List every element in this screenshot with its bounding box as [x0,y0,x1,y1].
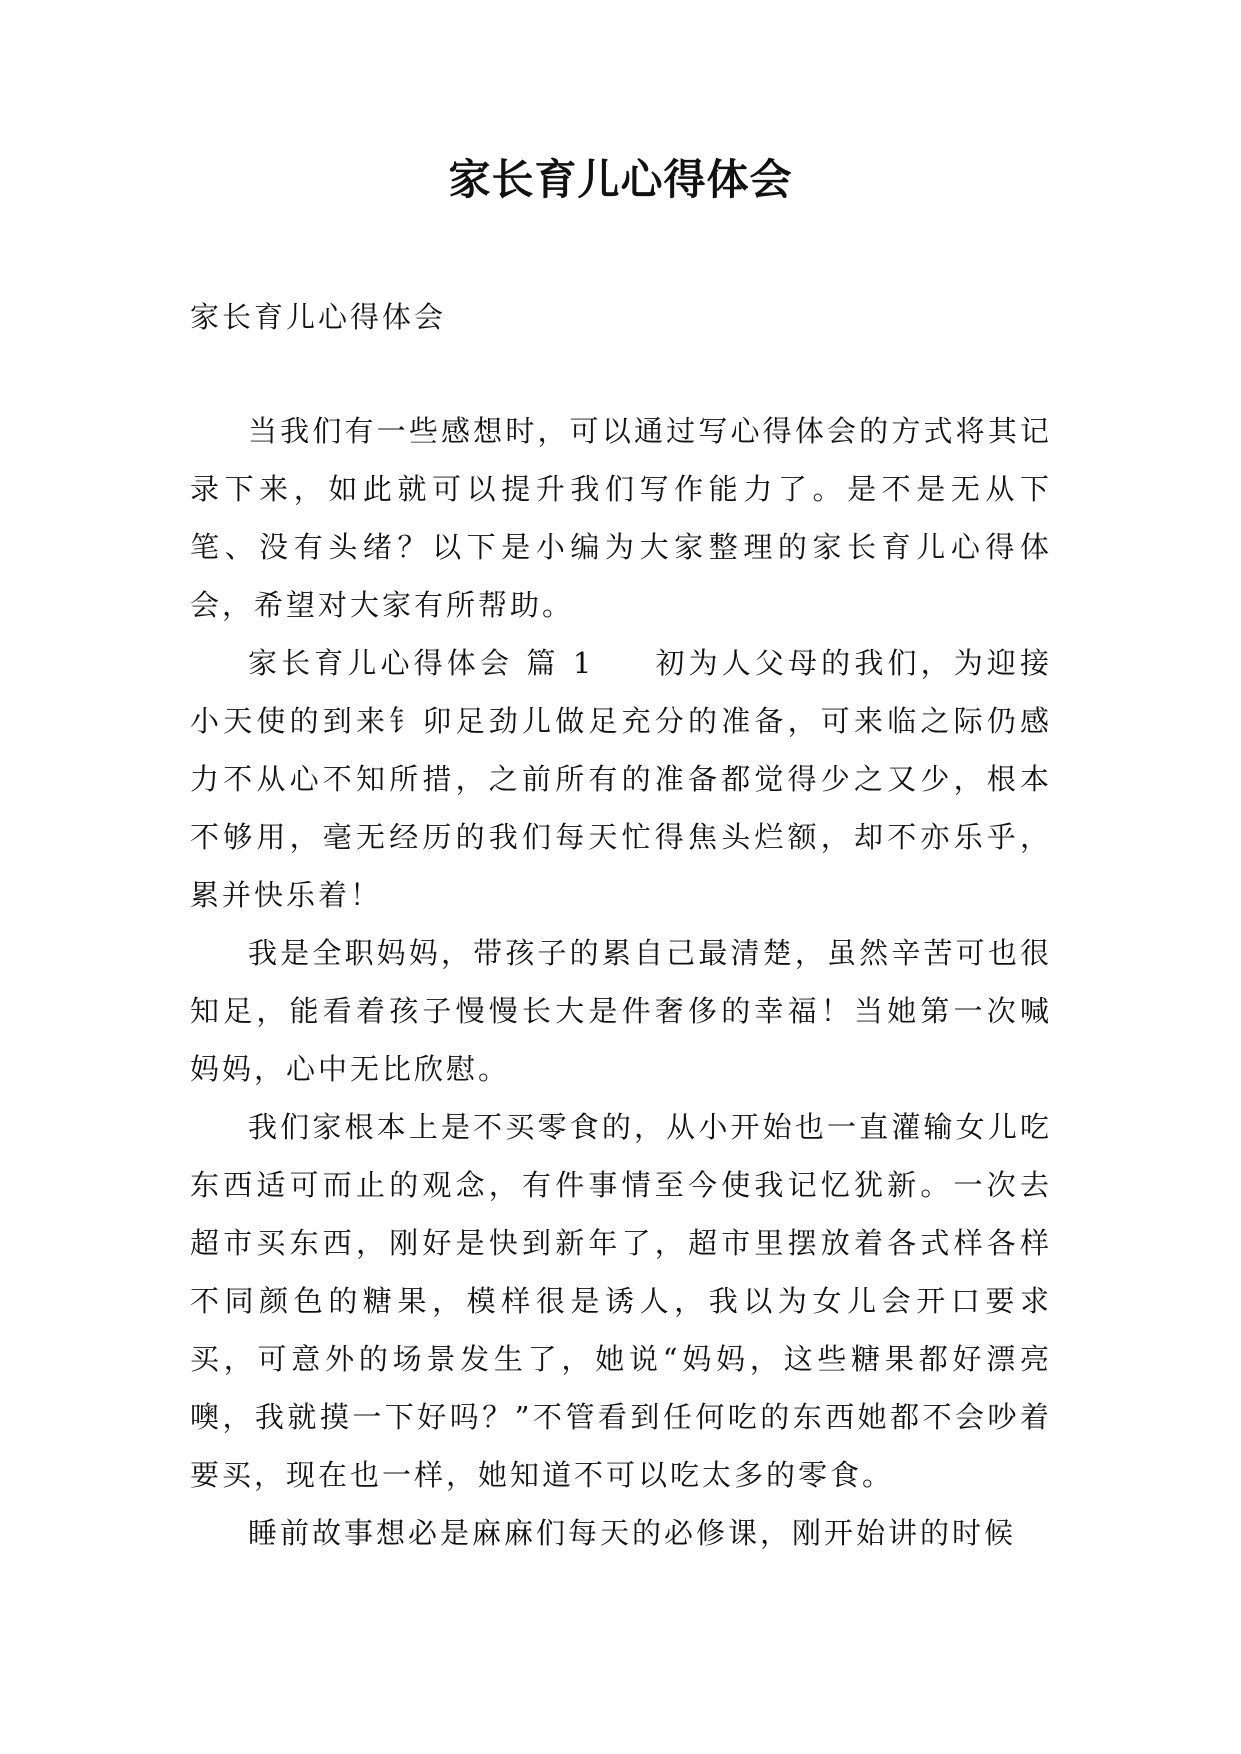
section-1-heading: 家长育儿心得体会 篇 1 [248,646,595,680]
document-subtitle: 家长育儿心得体会 [190,300,447,334]
body-paragraph: 我们家根本上是不买零食的，从小开始也一直灌输女儿吃东西适可而止的观念，有件事情至今使我记忆犹新。一次去超市买东西，刚好是快到新年了，超市里摆放着各式样各样不同颜色的糖果，模样很是诱人，我以为女儿会开口要求买，可意外的场景发生了，她说“妈妈，这些糖果都好漂亮噢，我就摸一下好吗？”不管看到任何吃的东西她都不会吵着要买，现在也一样，她知道不可以吃太多的零食。 [190,1110,1052,1492]
section-1-text: 初为人父母的我们，为迎接小天使的到来钅卯足劲儿做足充分的准备，可来临之际仍感力不从心不知所措，之前所有的准备都觉得少之又少，根本不够用，毫无经历的我们每天忙得焦头烂额，却不亦乐乎，累并快乐着！ [190,646,1052,912]
body-paragraph: 我是全职妈妈，带孩子的累自己最清楚，虽然辛苦可也很知足，能看着孩子慢慢长大是件奢侈的幸福！当她第一次喊妈妈，心中无比欣慰。 [190,936,1052,1086]
section-1-paragraph [190,634,1052,924]
intro-paragraph: 当我们有一些感想时，可以通过写心得体会的方式将其记录下来，如此就可以提升我们写作能力了。是不是无从下笔、没有头绪？以下是小编为大家整理的家长育儿心得体会，希望对大家有所帮助。 [190,414,1052,622]
document-body [190,402,1052,1562]
document-title: 家长育儿心得体会 [448,155,793,204]
body-paragraph: 睡前故事想必是麻麻们每天的必修课，刚开始讲的时候 [248,1516,1017,1550]
